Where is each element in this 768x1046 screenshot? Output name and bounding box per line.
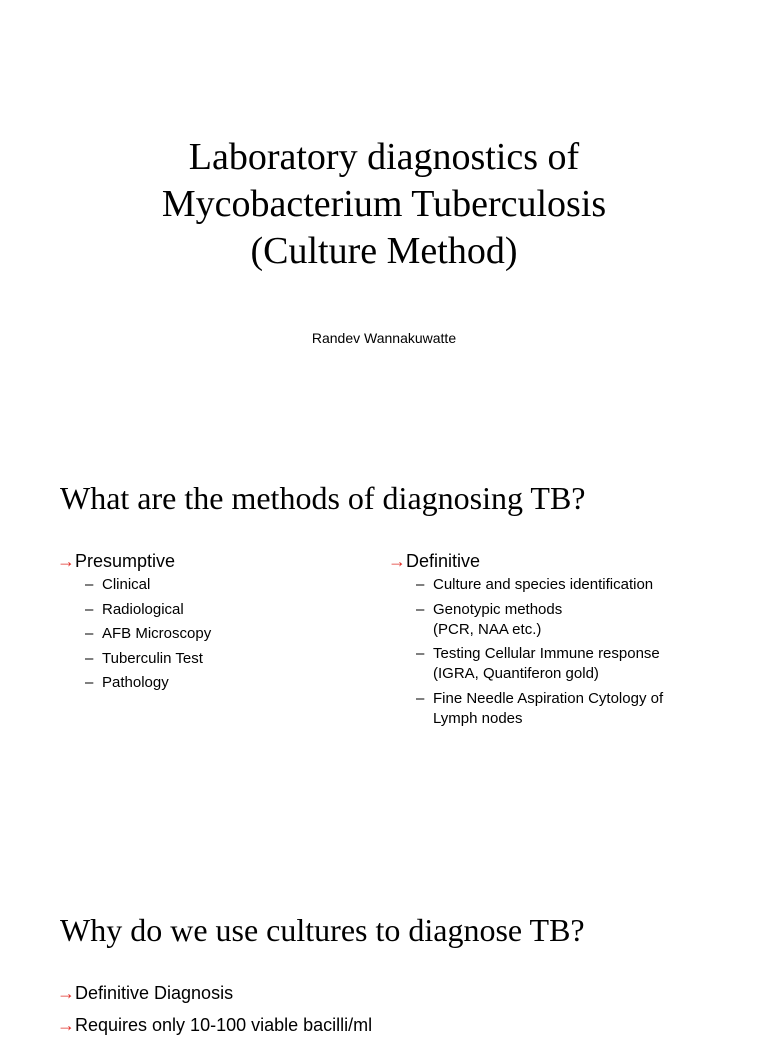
title-line: Mycobacterium Tuberculosis xyxy=(161,183,607,225)
definitive-column xyxy=(388,550,718,733)
list-item: – Radiological xyxy=(85,600,184,618)
arrow-icon: → xyxy=(388,551,406,571)
list-item: – Tuberculin Test xyxy=(85,649,203,667)
presentation-title xyxy=(60,134,708,275)
arrow-icon: → xyxy=(57,551,75,571)
dash-icon: – xyxy=(85,576,94,593)
dash-icon: – xyxy=(416,600,425,618)
methods-slide xyxy=(0,432,768,864)
list-item: – Culture and species identification xyxy=(416,576,654,593)
dash-icon: – xyxy=(416,645,425,663)
bullet-item: →Definitive Diagnosis xyxy=(57,983,234,1003)
list-item: – AFB Microscopy xyxy=(85,625,212,643)
presumptive-column xyxy=(57,550,357,698)
list-item: – Fine Needle Aspiration Cytology of Lymph nodes xyxy=(416,689,664,727)
slide-heading: What are the methods of diagnosing TB? xyxy=(60,480,586,516)
culture-reasons-slide xyxy=(0,864,768,1035)
bullet-item: →Requires only 10-100 viable bacilli/ml xyxy=(57,1015,373,1035)
title-line: (Culture Method) xyxy=(250,230,518,272)
presumptive-list xyxy=(57,575,357,693)
slide-heading: Why do we use cultures to diagnose TB? xyxy=(60,912,585,948)
title-line: Laboratory diagnostics of xyxy=(188,136,580,178)
bullet-definitive xyxy=(388,550,718,572)
dash-icon: – xyxy=(416,689,425,707)
bullet-presumptive xyxy=(57,550,357,572)
bullet-label: Presumptive xyxy=(75,551,176,571)
arrow-icon: → xyxy=(57,983,75,1003)
dash-icon: – xyxy=(85,600,94,618)
dash-icon: – xyxy=(85,674,94,692)
author-name: Randev Wannakuwatte xyxy=(311,330,457,346)
title-slide xyxy=(0,0,768,432)
reasons-list xyxy=(57,982,372,1046)
list-item: – Genotypic methods (PCR, NAA etc.) xyxy=(416,600,563,638)
definitive-list xyxy=(388,575,718,729)
list-item: – Pathology xyxy=(85,674,169,692)
list-item: – Testing Cellular Immune response (IGRA, Quantiferon gold) xyxy=(416,645,660,683)
list-item: – Clinical xyxy=(85,576,151,593)
dash-icon: – xyxy=(85,625,94,643)
dash-icon: – xyxy=(416,576,425,593)
bullet-label: Definitive xyxy=(406,551,481,571)
dash-icon: – xyxy=(85,649,94,667)
arrow-icon: → xyxy=(57,1015,75,1035)
